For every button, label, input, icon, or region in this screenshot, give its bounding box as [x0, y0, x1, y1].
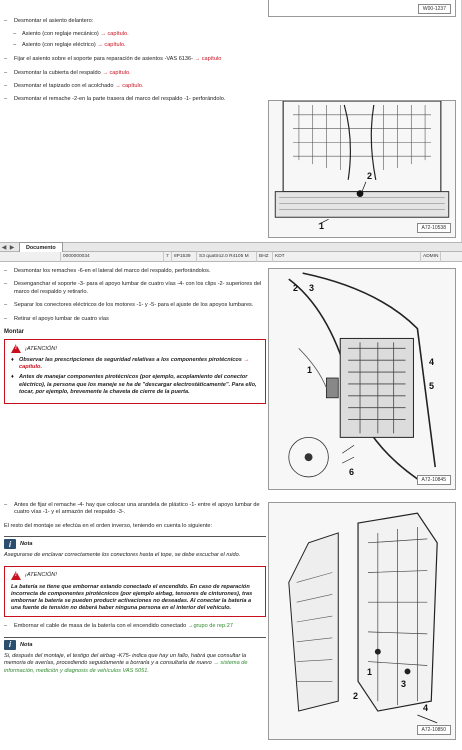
- warning-heading: ! ¡ATENCIÓN!: [11, 344, 259, 353]
- list-item: – Desmontar los remaches -6-en el lateral del marco del respaldo, perforándolos.: [4, 268, 211, 274]
- warning-box: ! ¡ATENCIÓN! La batería se tiene que embornar estando conectado el encendido. En caso de reparación incorrecta de componentes pirotécnicos (por ejemplo airbag, tensores de cinturones), tras embornar la batería se pueden producir activaciones no deseadas. Al conectar la batería a una fuente de tensión no deberá haber ninguna persona en el interior del vehículo.: [4, 566, 266, 618]
- rest-text: El resto del montaje se efectúa en el orden inverso, teniendo en cuenta lo siguiente:: [4, 522, 213, 529]
- callout-3: 3: [401, 679, 407, 689]
- status-field-7: 7: [163, 252, 171, 262]
- status-gearbox-code: KDT: [272, 252, 287, 262]
- tab-next-icon[interactable]: ▶: [9, 244, 15, 251]
- top-instructions: [4, 18, 266, 110]
- callout-2: 2: [353, 691, 359, 701]
- callout-1: 1: [319, 221, 325, 231]
- list-item: – Asiento (con reglaje mecánico) → capítulo.: [13, 31, 129, 38]
- seat-frame-drawing: [269, 101, 455, 237]
- status-vehicle: S3 quattro2.0 R4105 M: [196, 252, 251, 262]
- lumbar-support-drawing: [269, 269, 455, 489]
- list-item: – Antes de fijar el remache -4- hay que colocar una arandela de plástico -1- entre el apoyo lumbar de cuatro vías -1- y el armazón del respaldo -3-.: [4, 502, 260, 516]
- list-item: – Embornar el cable de masa de la batería con el encendido conectado →grupo de rep.27: [4, 623, 233, 630]
- list-item: – Asiento (con reglaje eléctrico) → capítulo.: [13, 41, 126, 48]
- status-user: ADMIN: [420, 252, 441, 262]
- note-heading: i Nota: [4, 539, 266, 549]
- tab-prev-icon[interactable]: ◀: [1, 244, 7, 251]
- bottom-instructions-2: [4, 502, 266, 681]
- seat-frame-rivet-figure: [268, 100, 456, 238]
- figure-id-label: A72-10850: [417, 725, 451, 735]
- list-item: – Fijar el asiento sobre el soporte para reparación de asientos -VAS 6136- → capítulo: [4, 56, 222, 63]
- list-item: – Desenganchar el soporte -3- para el apoyo lumbar de cuatro vías -4- con los clips -2- superiores del marco del respaldo y retirarlo.: [4, 281, 262, 295]
- status-engine-code: BHZ: [256, 252, 271, 262]
- section-title-montar: Montar: [4, 329, 24, 336]
- warning-heading: ! ¡ATENCIÓN!: [11, 571, 259, 580]
- list-item: – Desmontar el remache -2-en la parte trasera del marco del respaldo -1- perforándolo.: [4, 96, 226, 103]
- callout-1: 1: [367, 667, 373, 677]
- list-item: – Desmontar el tapizado con el acolchado → capítulo.: [4, 83, 144, 90]
- figure-id-label: A72-10845: [417, 475, 451, 485]
- status-order-number: 0000000034: [60, 252, 92, 262]
- figure-id-label: W00-1237: [418, 4, 451, 14]
- tab-documento[interactable]: Documento: [19, 242, 63, 252]
- vas5051-link[interactable]: → sistema de información, medición y diagnosis de vehículos VAS 5051.: [4, 660, 248, 674]
- capitulo-link[interactable]: → capítulo.: [102, 69, 131, 76]
- capitulo-link[interactable]: → capítulo.: [19, 357, 250, 371]
- figure-id-label: A72-10538: [417, 223, 451, 233]
- top-header-figure: [268, 0, 456, 17]
- warning-item: ♦ Observar las prescripciones de seguridad relativas a los componentes pirotécnicos → capítulo.: [11, 357, 250, 371]
- note-heading: i Nota: [4, 640, 266, 650]
- status-bar: [0, 252, 462, 262]
- callout-4: 4: [429, 357, 435, 367]
- warning-item: ♦ Antes de manejar componentes pirotécnicos (por ejemplo, acoplamiento del conector eléctrico), la persona que los maneje se ha de "descargar electrostáticamente". Para ello, tocar, por ejemplo, brevemente la chaveta de cierre de la puerta.: [11, 374, 257, 395]
- capitulo-link[interactable]: → capítulo.: [100, 31, 129, 38]
- callout-5: 5: [429, 381, 435, 391]
- top-document-pane: [0, 0, 462, 242]
- lumbar-support-figure: [268, 268, 456, 490]
- capitulo-link[interactable]: → capítulo.: [115, 83, 144, 90]
- info-icon: i: [4, 539, 16, 549]
- warning-box: [4, 339, 266, 404]
- callout-2: 2: [293, 283, 299, 293]
- capitulo-link[interactable]: → capítulo.: [97, 41, 126, 48]
- info-icon: i: [4, 640, 16, 650]
- note-box: i Nota Asegurarse de enclavar correctamente los conectores hasta el tope, se debe escuchar el ruido.: [4, 536, 266, 559]
- list-item: – Separar los conectores eléctricos de los motores -1- y -5- para el ajuste de los apoyos lumbares.: [4, 302, 254, 309]
- bottom-document-pane: [0, 262, 462, 750]
- list-item: – Desmontar la cubierta del respaldo → capítulo.: [4, 69, 131, 76]
- document-tab-bar: [0, 242, 462, 252]
- list-item: – Desmontar el asiento delantero:: [4, 18, 94, 24]
- list-item: – Retirar el apoyo lumbar de cuatro vías: [4, 315, 109, 322]
- rivet-washer-figure: [268, 502, 456, 740]
- warning-triangle-icon: [11, 571, 21, 580]
- status-model-code: 8P1539: [171, 252, 193, 262]
- callout-3: 3: [309, 283, 315, 293]
- warning-triangle-icon: [11, 344, 21, 353]
- callout-6: 6: [349, 467, 355, 477]
- callout-4: 4: [423, 703, 429, 713]
- capitulo-link[interactable]: → capítulo: [194, 56, 222, 63]
- grupo-rep-link[interactable]: →grupo de rep.27: [187, 623, 233, 630]
- bottom-instructions-1: [4, 268, 266, 410]
- note-box: i Nota Si, después del montaje, el testigo del airbag -K75- indica que hay un fallo, habrá que consultar la memoria de averías, procediendo seguidamente a borrarla y a consultarla de nuevo → sistema de información, medición y diagnosis de vehículos VAS 5051.: [4, 637, 266, 675]
- callout-1: 1: [307, 365, 313, 375]
- callout-2: 2: [367, 171, 373, 181]
